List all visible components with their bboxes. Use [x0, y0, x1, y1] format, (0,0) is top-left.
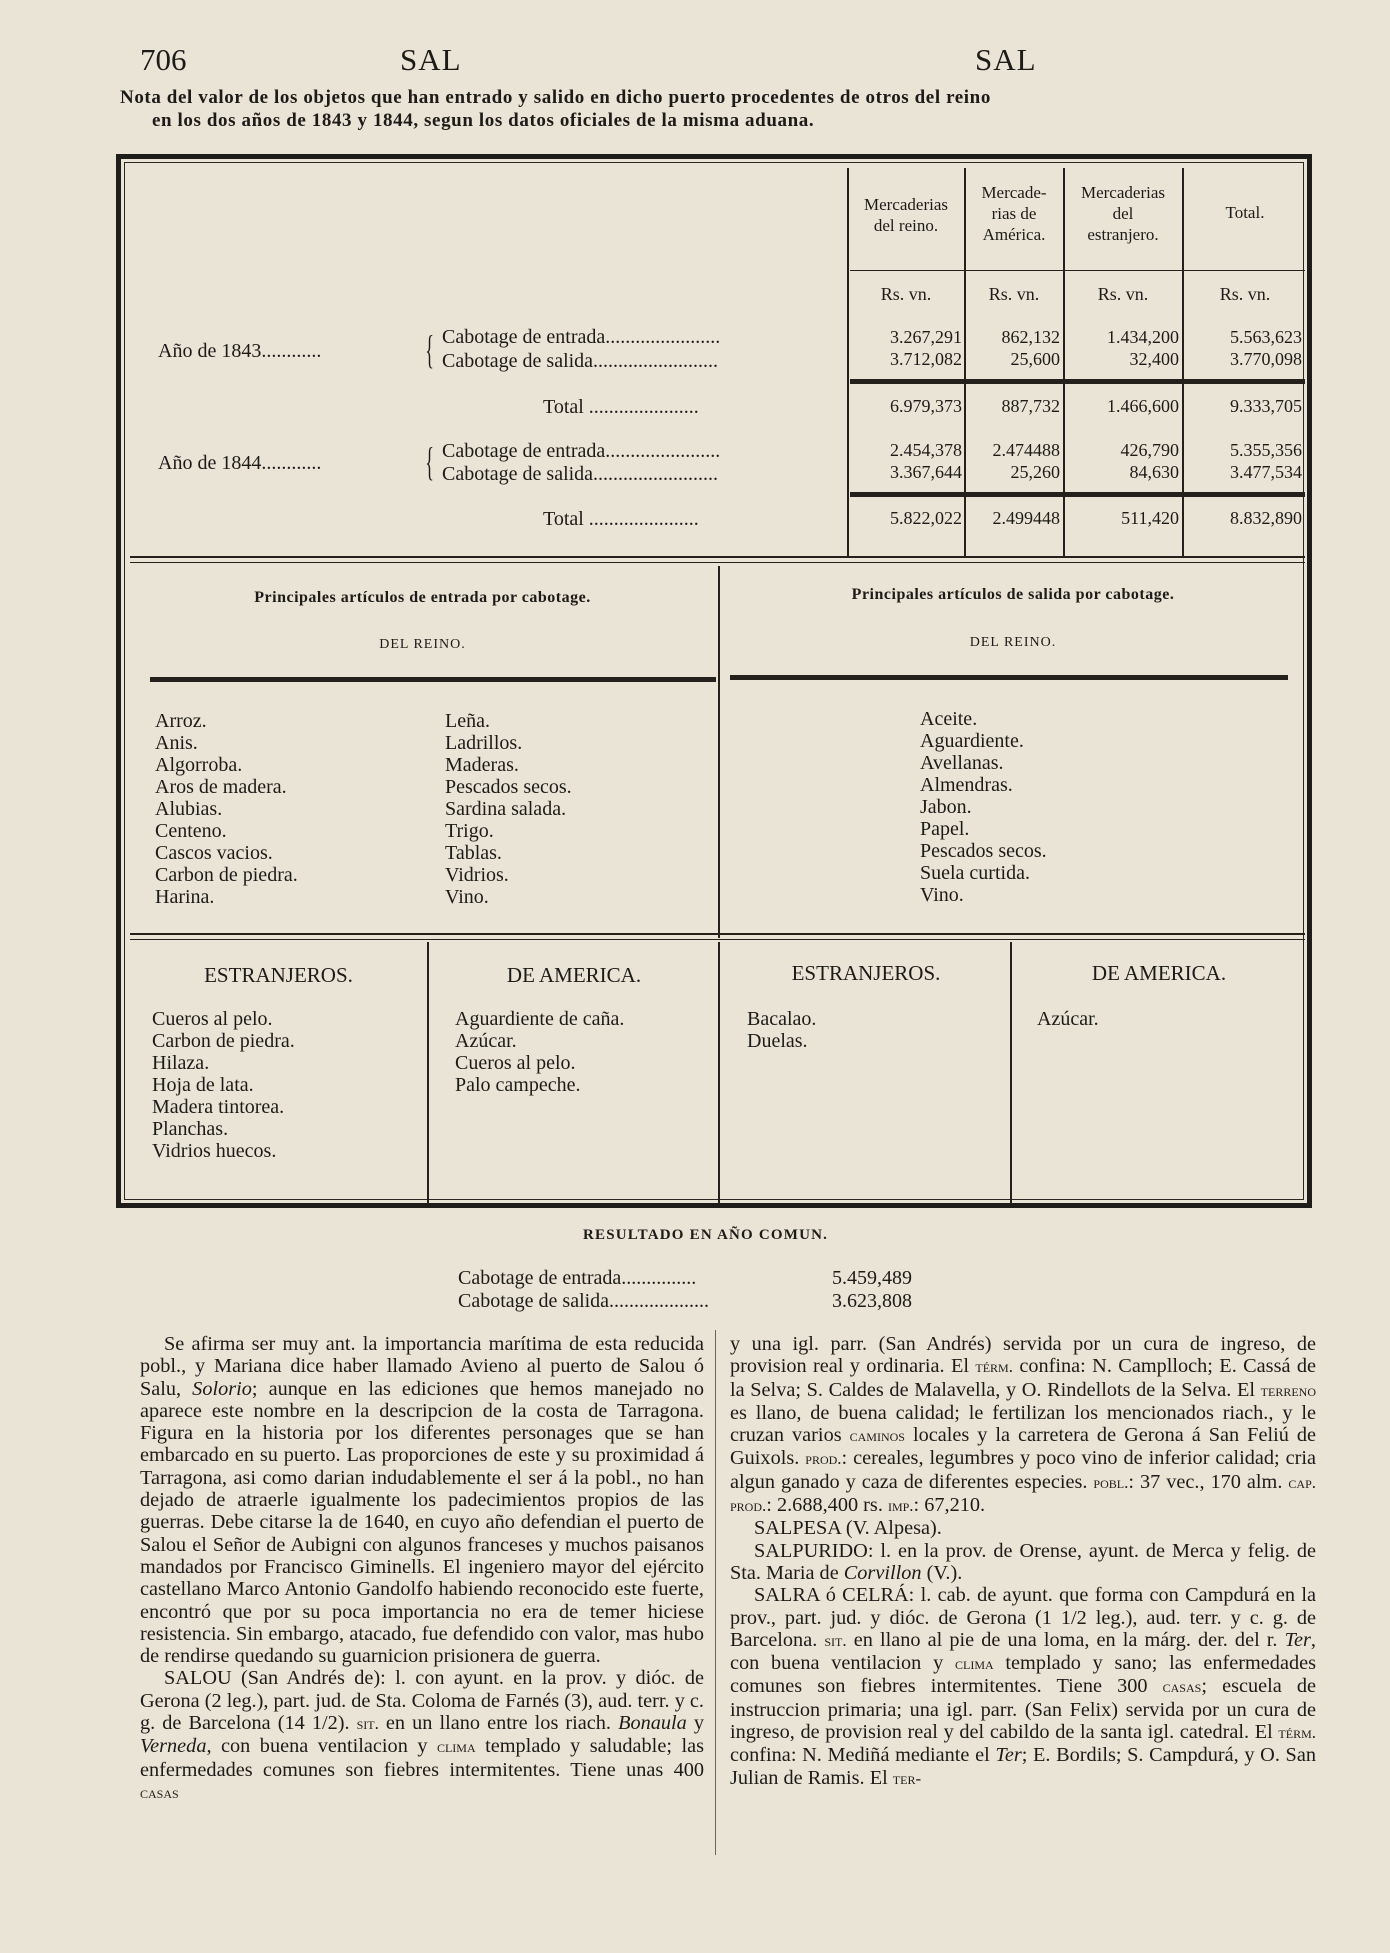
- salida-estranjeros-list: [747, 1008, 816, 1052]
- list-item: Planchas.: [152, 1118, 229, 1140]
- col-header-reino: Mercaderias del reino.: [863, 195, 948, 235]
- list-item: Vidrios huecos.: [152, 1140, 277, 1162]
- result-salida-value: 3.623,808: [832, 1290, 912, 1312]
- list-item: Aguardiente.: [920, 730, 1024, 752]
- foreign-sep-1: [427, 942, 429, 1204]
- list-item: Cueros al pelo.: [455, 1052, 576, 1074]
- entrada-rule: [150, 677, 716, 682]
- salida-rule: [730, 675, 1288, 680]
- total-1843-label: Total ......................: [543, 396, 699, 418]
- list-item: Suela curtida.: [920, 862, 1030, 884]
- list-item: Vino.: [920, 884, 964, 906]
- paragraph-salou-san-andres: SALOU (San Andrés de): l. con ayunt. en la prov. y dióc. de Gerona (2 leg.), part. jud. de Sta. Coloma de Farnés (3), aud. terr. y c. g. de Barcelona (14 1/2). sit. en un llano entre los riach. Bonaula y Verneda, con buena ventilacion y clima templado y saludable; las enfermedades comunes son fiebres intermitentes. Tiene unas 400 casas: [140, 1667, 704, 1802]
- list-item: Tablas.: [445, 842, 502, 864]
- section-rule-1b: [130, 562, 1305, 563]
- running-head-right: SAL: [975, 42, 1037, 77]
- salida-del-reino: DEL REINO.: [969, 635, 1057, 650]
- list-item: Ladrillos.: [445, 732, 523, 754]
- result-salida-label: Cabotage de salida....................: [458, 1290, 710, 1312]
- running-head-left: SAL: [400, 42, 462, 77]
- list-item: Alubias.: [155, 798, 223, 820]
- list-item: Anis.: [155, 732, 198, 754]
- v-1843-salida-reino: 3.712,082: [890, 349, 962, 369]
- list-item: Duelas.: [747, 1030, 808, 1052]
- table-caption: [120, 86, 1320, 132]
- row-1843-entrada-label: Cabotage de entrada.......................: [442, 326, 721, 348]
- entrada-america-list: [455, 1008, 624, 1096]
- list-item: Vidrios.: [445, 864, 509, 886]
- year-1843-label: Año de 1843............: [158, 340, 322, 362]
- entrada-col2-list: [445, 710, 572, 908]
- row-1844-entrada-label: Cabotage de entrada.......................: [442, 440, 721, 462]
- list-item: Carbon de piedra.: [152, 1030, 295, 1052]
- text-column-right: [730, 1333, 1316, 1790]
- caption-line-2: en los dos años de 1843 y 1844, segun los datos oficiales de la misma aduana.: [152, 110, 815, 131]
- section-rule-1: [130, 556, 1305, 558]
- brace-1843: {: [425, 327, 434, 372]
- unit-america: Rs. vn.: [988, 284, 1040, 304]
- list-item: Pescados secos.: [920, 840, 1047, 862]
- list-item: Hilaza.: [152, 1052, 210, 1074]
- column-divider: [715, 1330, 716, 1855]
- v-1844-salida-reino: 3.367,644: [890, 462, 962, 482]
- entrada-del-reino: DEL REINO.: [379, 637, 466, 652]
- salida-title: Principales artículos de salida por cabotage.: [851, 586, 1175, 603]
- unit-total: Rs. vn.: [1219, 284, 1271, 304]
- list-item: Arroz.: [155, 710, 207, 732]
- unit-reino: Rs. vn.: [880, 284, 932, 304]
- list-item: Algorroba.: [155, 754, 243, 776]
- salida-list: [920, 708, 1047, 906]
- list-item: Sardina salada.: [445, 798, 567, 820]
- v-1844-entrada-reino: 2.454,378: [890, 440, 962, 460]
- list-item: Leña.: [445, 710, 490, 732]
- entrada-col1-list: [155, 710, 298, 908]
- list-item: Vino.: [445, 886, 489, 908]
- paragraph-salou-history: Se afirma ser muy ant. la importancia marítima de esta reducida pobl., y Mariana dice haber llamado Avieno al puerto de Salou ó Salu, Solorio; aunque en las ediciones que hemos manejado no aparece este nombre en la descripcion de la costa de Tarragona. Figura en la historia por los diferentes personages que se han embarcado en su puerto. Las proporciones de este y su proximidad á Tarragona, asi como darian indudablemente el ser á la pobl., no han dejado de atraerle igualmente los padecimientos propios de las guerras. Debe citarse la de 1640, en cuyo año defendian el puerto de Salou el Señor de Aubigni con algunos franceses y muchos paisanos mandados por Francisco Giminells. El ingeniero mayor del ejército castellano Marco Antonio Gandolfo habiendo reconocido este fuerte, encontró que por su poca importancia no era de temer hiciese resistencia. Sin embargo, atacado, fue defendido con valor, mas hubo de rendirse quedando su guarnicion prisionera de guerra.: [140, 1333, 704, 1668]
- list-item: Papel.: [920, 818, 970, 840]
- total-1843-total: 9.333,705: [1230, 396, 1302, 416]
- paragraph-salpurido: SALPURIDO: l. en la prov. de Orense, ayunt. de Merca y felig. de Sta. Maria de Corvillon (V.).: [730, 1539, 1316, 1584]
- section-rule-2b: [130, 939, 1305, 940]
- rule-1843-total: [850, 379, 1305, 384]
- col-header-total: Total.: [1225, 203, 1265, 222]
- header-rule: [850, 270, 1305, 271]
- row-1843-salida-label: Cabotage de salida.........................: [442, 350, 719, 372]
- list-item: Azúcar.: [455, 1030, 517, 1052]
- total-1843-reino: 6.979,373: [890, 396, 962, 416]
- result-entrada-value: 5.459,489: [832, 1267, 912, 1289]
- v-1843-salida-estranjero: 32,400: [1129, 349, 1179, 369]
- rule-1844-total: [850, 492, 1305, 497]
- list-item: Aros de madera.: [155, 776, 287, 798]
- year-1844-label: Año de 1844............: [158, 452, 322, 474]
- page-number: 706: [140, 42, 187, 77]
- total-1844-estranjero: 511,420: [1121, 508, 1179, 528]
- total-1844-reino: 5.822,022: [890, 508, 962, 528]
- v-1843-salida-america: 25,600: [1010, 349, 1060, 369]
- list-item: Palo campeche.: [455, 1074, 581, 1096]
- text-column-left: [140, 1333, 704, 1804]
- v-1844-salida-america: 25,260: [1010, 462, 1060, 482]
- list-item: Aceite.: [920, 708, 978, 730]
- v-1844-entrada-total: 5.355,356: [1230, 440, 1302, 460]
- salida-estranjeros-title: ESTRANJEROS.: [791, 961, 941, 985]
- v-1843-entrada-total: 5.563,623: [1230, 327, 1302, 347]
- list-item: Cascos vacios.: [155, 842, 273, 864]
- entrada-title: Principales artículos de entrada por cabotage.: [254, 589, 591, 606]
- list-item: Bacalao.: [747, 1008, 817, 1030]
- total-1843-america: 887,732: [1001, 396, 1060, 416]
- list-item: Carbon de piedra.: [155, 864, 298, 886]
- salida-america-list: [1037, 1008, 1099, 1030]
- salida-america-title: DE AMERICA.: [1091, 961, 1227, 985]
- total-1843-estranjero: 1.466,600: [1107, 396, 1179, 416]
- v-1843-salida-total: 3.770,098: [1230, 349, 1302, 369]
- brace-1844: {: [425, 439, 434, 484]
- paragraph-salra: SALRA ó CELRÁ: l. cab. de ayunt. que forma con Campdurá en la prov., part. jud. y dióc. de Gerona (1 1/2 leg.), aud. terr. y c. g. de Barcelona. sit. en llano al pie de una loma, en la márg. der. del r. Ter, con buena ventilacion y clima templado y sano; las enfermedades comunes son fiebres intermitentes. Tiene 300 casas; escuela de instruccion primaria; una igl. parr. (San Felix) servida por un cura de ingreso, de provision real y del cabildo de la santa igl. catedral. El térm. confina: N. Mediñá mediante el Ter; E. Bordils; S. Campdurá, y O. San Julian de Ramis. El ter-: [730, 1584, 1316, 1789]
- entrada-estranjeros-title: ESTRANJEROS.: [204, 963, 353, 987]
- list-item: Madera tintorea.: [152, 1096, 285, 1118]
- v-1844-entrada-estranjero: 426,790: [1120, 440, 1179, 460]
- result-entrada-label: Cabotage de entrada...............: [458, 1267, 697, 1289]
- list-item: Cueros al pelo.: [152, 1008, 273, 1030]
- unit-estranjero: Rs. vn.: [1097, 284, 1149, 304]
- caption-line-1: Nota del valor de los objetos que han entrado y salido en dicho puerto procedentes de otros del reino: [120, 87, 991, 108]
- list-item: Jabon.: [920, 796, 972, 818]
- entrada-estranjeros-list: [152, 1008, 295, 1162]
- list-item: Hoja de lata.: [152, 1074, 254, 1096]
- v-1843-entrada-america: 862,132: [1001, 327, 1060, 347]
- paragraph-continuation: y una igl. parr. (San Andrés) servida por un cura de ingreso, de provision real y ordinaria. El térm. confina: N. Camplloch; E. Cassá de la Selva; S. Caldes de Malavella, y O. Rindellots de la Selva. El terreno es llano, de buena calidad; le fertilizan los mencionados riach., y le cruzan varios caminos locales y la carretera de Gerona á San Feliú de Guixols. prod.: cereales, legumbres y poco vino de inferior calidad; cria algun ganado y caza de diferentes especies. pobl.: 37 vec., 170 alm. cap. prod.: 2.688,400 rs. imp.: 67,210.: [730, 1333, 1317, 1517]
- col-sep-4: [1182, 168, 1184, 558]
- list-item: Azúcar.: [1037, 1008, 1099, 1030]
- total-1844-label: Total ......................: [543, 508, 699, 530]
- v-1844-salida-total: 3.477,534: [1230, 462, 1302, 482]
- col-sep-1: [847, 168, 849, 558]
- total-1844-total: 8.832,890: [1230, 508, 1302, 528]
- articles-center-sep: [718, 566, 720, 938]
- list-item: Trigo.: [445, 820, 494, 842]
- col-header-america: Mercade- rias de América.: [981, 183, 1047, 244]
- col-header-estranjero: Mercaderias del estranjero.: [1080, 183, 1165, 244]
- v-1844-entrada-america: 2.474488: [992, 440, 1060, 460]
- list-item: Harina.: [155, 886, 215, 908]
- list-item: Avellanas.: [920, 752, 1004, 774]
- result-title: RESULTADO EN AÑO COMUN.: [583, 1227, 829, 1243]
- list-item: Centeno.: [155, 820, 227, 842]
- col-sep-3: [1063, 168, 1065, 558]
- list-item: Almendras.: [920, 774, 1013, 796]
- list-item: Pescados secos.: [445, 776, 572, 798]
- v-1843-entrada-estranjero: 1.434,200: [1107, 327, 1179, 347]
- foreign-sep-2: [718, 942, 720, 1204]
- paragraph-salpesa: SALPESA (V. Alpesa).: [754, 1517, 942, 1540]
- v-1843-entrada-reino: 3.267,291: [890, 327, 962, 347]
- entrada-america-title: DE AMERICA.: [506, 963, 642, 987]
- list-item: Aguardiente de caña.: [455, 1008, 625, 1030]
- list-item: Maderas.: [445, 754, 519, 776]
- v-1844-salida-estranjero: 84,630: [1129, 462, 1179, 482]
- total-1844-america: 2.499448: [992, 508, 1060, 528]
- section-rule-2: [130, 933, 1305, 935]
- foreign-sep-3: [1010, 942, 1012, 1204]
- row-1844-salida-label: Cabotage de salida.........................: [442, 463, 719, 485]
